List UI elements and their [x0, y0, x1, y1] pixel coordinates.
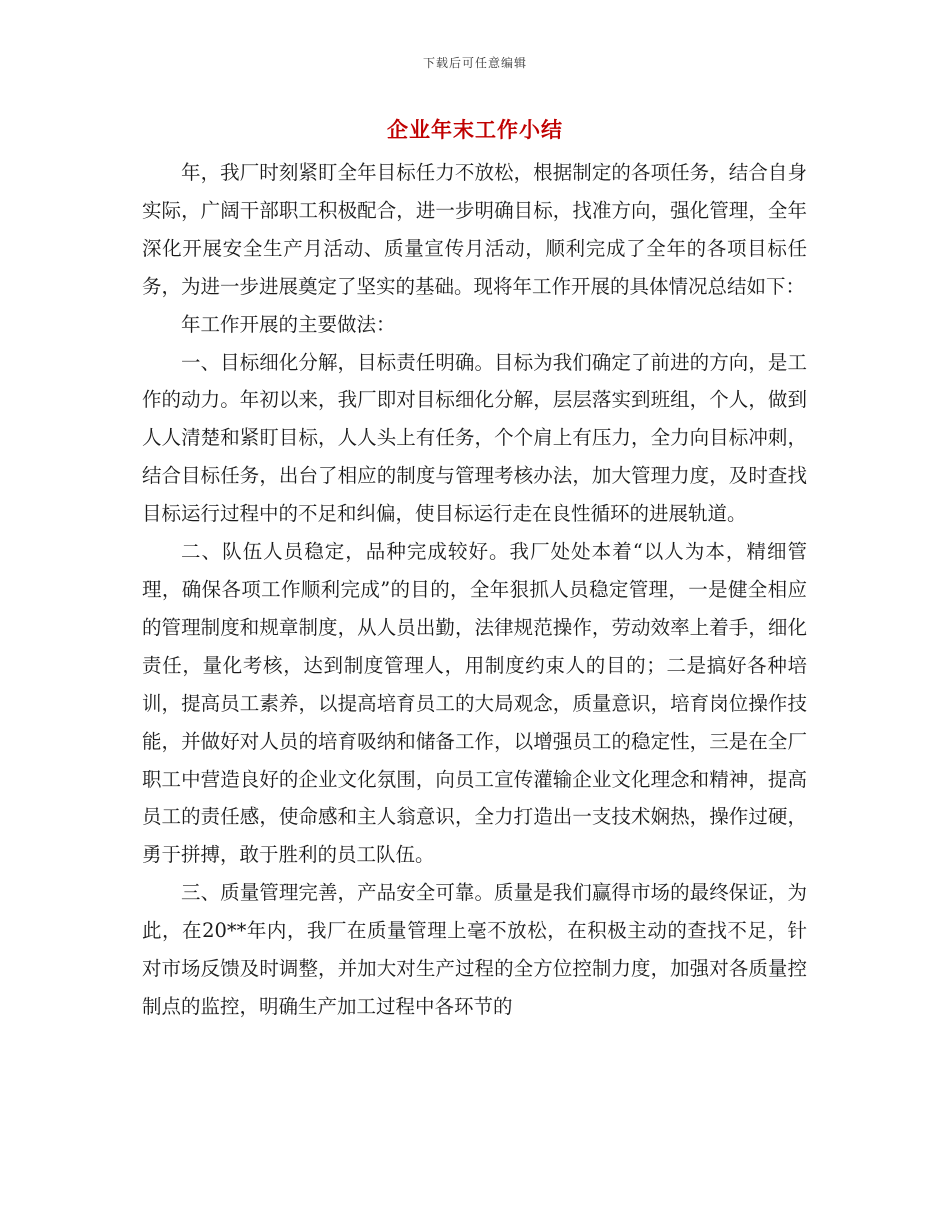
paragraph-main-methods: 年工作开展的主要做法：	[181, 312, 396, 336]
paragraph-section-3: 三、质量管理完善，产品安全可靠。质量是我们赢得市场的最终保证，为此，在20**年内，我厂在质量管理上毫不放松，在积极主动的查找不足，针对市场反馈及时调整，并加大对生产过程的全方位控制力度，加强对各质量控制点的监控，明确生产加工过程中各环节的	[142, 881, 807, 1018]
document-title: 企业年末工作小结	[387, 117, 563, 142]
paragraph-section-1: 一、目标细化分解，目标责任明确。目标为我们确定了前进的方向，是工作的动力。年初以来，我厂即对目标细化分解，层层落实到班组，个人，做到人人清楚和紧盯目标，人人头上有任务，个个肩上有压力，全力向目标冲刺，结合目标任务，出台了相应的制度与管理考核办法，加大管理力度，及时查找目标运行过程中的不足和纠偏，使目标运行走在良性循环的进展轨道。	[142, 350, 807, 526]
paragraph-section-2: 二、队伍人员稳定，品种完成较好。我厂处处本着“以人为本，精细管理，确保各项工作顺利完成”的目的，全年狠抓人员稳定管理，一是健全相应的管理制度和规章制度，从人员出勤，法律规范操作，劳动效率上着手，细化责任，量化考核，达到制度管理人，用制度约束人的目的；二是搞好各种培训，提高员工素养，以提高培育员工的大局观念，质量意识，培育岗位操作技能，并做好对人员的培育吸纳和储备工作，以增强员工的稳定性，三是在全厂职工中营造良好的企业文化氛围，向员工宣传灌输企业文化理念和精神，提高员工的责任感，使命感和主人翁意识，全力打造出一支技术娴热，操作过硬，勇于拼搏，敢于胜利的员工队伍。	[142, 540, 807, 867]
header-note: 下载后可任意编辑	[422, 56, 527, 70]
paragraph-intro: 年，我厂时刻紧盯全年目标任力不放松，根据制定的各项任务，结合自身实际，广阔干部职工积极配合，进一步明确目标，找准方向，强化管理，全年深化开展安全生产月活动、质量宣传月活动，顺利完成了全年的各项目标任务，为进一步进展奠定了坚实的基础。现将年工作开展的具体情况总结如下：	[142, 161, 807, 298]
document-body	[142, 154, 807, 1026]
